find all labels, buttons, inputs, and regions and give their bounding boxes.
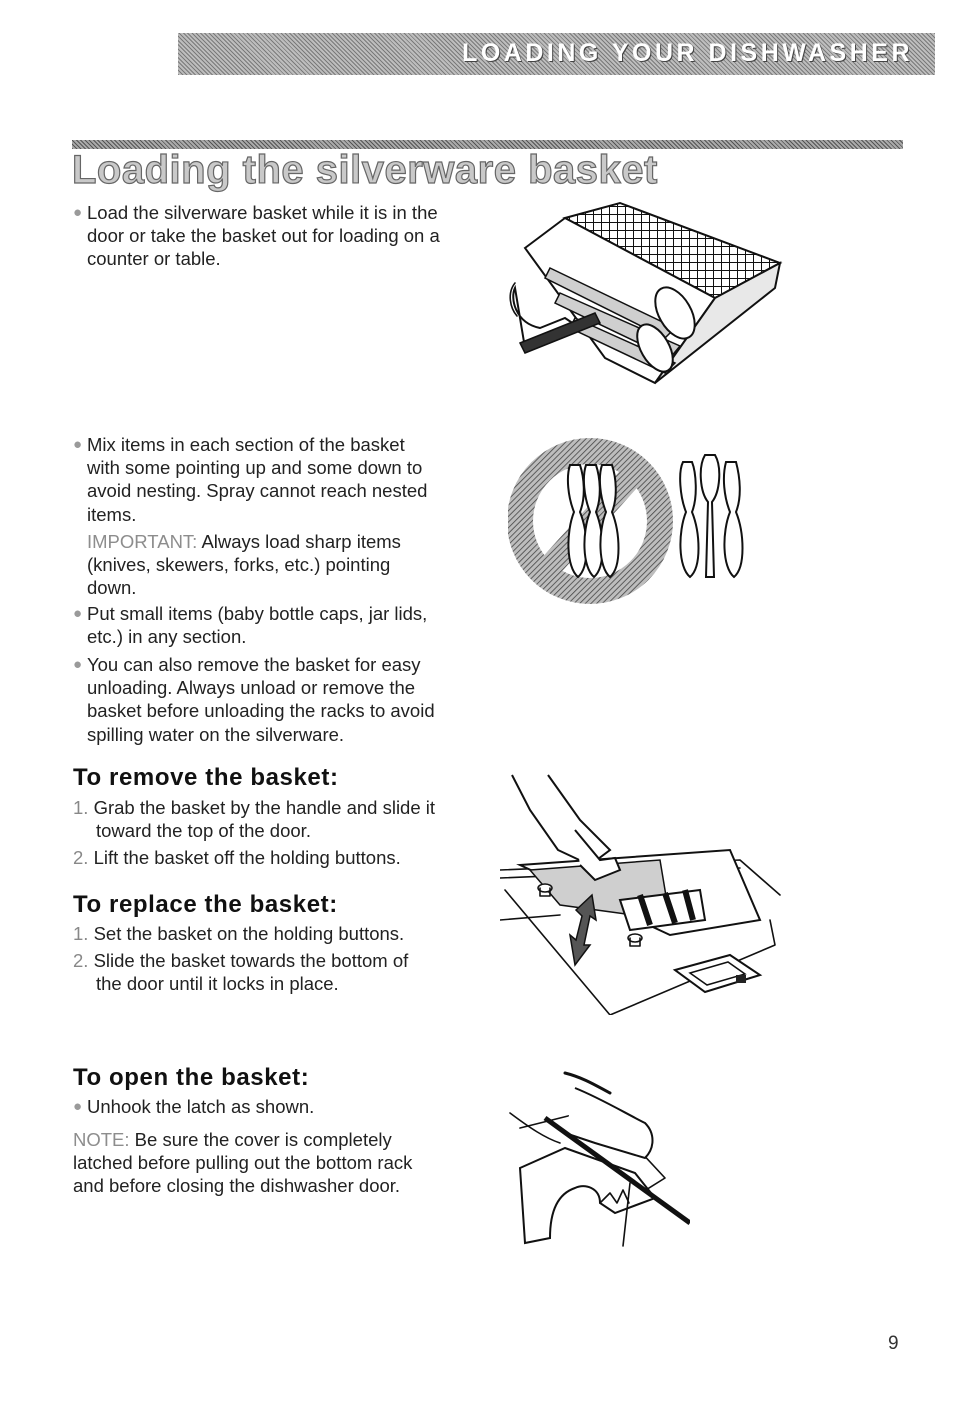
open-heading: To open the basket: xyxy=(73,1064,310,1091)
step-text: the door until it locks in place. xyxy=(96,973,339,995)
text-line: Put small items (baby bottle caps, jar lids, xyxy=(87,603,428,624)
remove-step-1 xyxy=(73,796,435,842)
section-header-title: LOADING YOUR DISHWASHER xyxy=(462,39,913,67)
remove-step-2 xyxy=(73,846,401,869)
unhook-latch-illustration xyxy=(505,1068,690,1248)
step-text: Lift the basket off the holding buttons. xyxy=(93,847,401,868)
text-line: Load the silverware basket while it is in the xyxy=(87,202,438,223)
step-number: 2. xyxy=(73,950,89,971)
text-line: down. xyxy=(87,577,137,599)
note-block xyxy=(73,1128,412,1198)
text-line: counter or table. xyxy=(87,248,221,270)
bullet-dot-icon: ● xyxy=(73,204,83,221)
no-nesting-silverware-illustration xyxy=(508,437,748,607)
text-line: etc.) in any section. xyxy=(87,626,247,648)
replace-step-2 xyxy=(73,949,408,995)
important-text: Always load sharp items xyxy=(197,531,401,552)
step-number: 1. xyxy=(73,923,89,944)
bullet-dot-icon: ● xyxy=(73,605,83,622)
note-label: NOTE: xyxy=(73,1129,130,1150)
text-line: and before closing the dishwasher door. xyxy=(73,1175,401,1197)
text-line: door or take the basket out for loading on a xyxy=(87,225,440,247)
step-number: 1. xyxy=(73,797,89,818)
important-note xyxy=(87,530,401,600)
page-number: 9 xyxy=(888,1333,899,1354)
note-text: Be sure the cover is completely xyxy=(129,1129,392,1150)
bullet-unhook-latch xyxy=(73,1095,315,1118)
bullet-small-items xyxy=(73,602,428,648)
text-line: items. xyxy=(87,503,137,525)
nested-spoons-icon xyxy=(568,465,619,577)
section-header-bar xyxy=(178,33,935,75)
page-title: Loading the silverware basket xyxy=(72,148,658,192)
bullet-dot-icon: ● xyxy=(73,436,83,453)
bullet-dot-icon: ● xyxy=(73,656,83,673)
bullet-dot-icon: ● xyxy=(73,1098,83,1115)
text-line: basket before unloading the racks to avoid xyxy=(87,700,435,722)
important-label: IMPORTANT: xyxy=(87,531,198,552)
bullet-load-basket xyxy=(73,201,440,271)
remove-basket-illustration xyxy=(500,770,785,1015)
text-line: (knives, skewers, forks, etc.) pointing xyxy=(87,554,391,576)
text-line: with some pointing up and some down to xyxy=(87,457,423,479)
step-text: Slide the basket towards the bottom of xyxy=(93,950,409,971)
basket-loading-illustration xyxy=(505,198,790,388)
step-text: Grab the basket by the handle and slide it xyxy=(93,797,436,818)
text-line: latched before pulling out the bottom rack xyxy=(73,1152,413,1174)
mixed-silverware-icon xyxy=(680,455,742,577)
text-line: spilling water on the silverware. xyxy=(87,723,345,745)
bullet-remove-for-unloading xyxy=(73,653,435,746)
remove-heading: To remove the basket: xyxy=(73,764,339,791)
text-line: You can also remove the basket for easy xyxy=(87,654,421,675)
text-line: avoid nesting. Spray cannot reach nested xyxy=(87,480,428,502)
replace-heading: To replace the basket: xyxy=(73,891,338,918)
bullet-mix-items xyxy=(73,433,428,526)
text-line: Mix items in each section of the basket xyxy=(87,434,405,455)
step-text: Set the basket on the holding buttons. xyxy=(93,923,405,944)
bullet-text: Unhook the latch as shown. xyxy=(87,1096,315,1117)
replace-step-1 xyxy=(73,922,404,945)
text-line: unloading. Always unload or remove the xyxy=(87,677,416,699)
step-text: toward the top of the door. xyxy=(96,820,311,842)
step-number: 2. xyxy=(73,847,89,868)
